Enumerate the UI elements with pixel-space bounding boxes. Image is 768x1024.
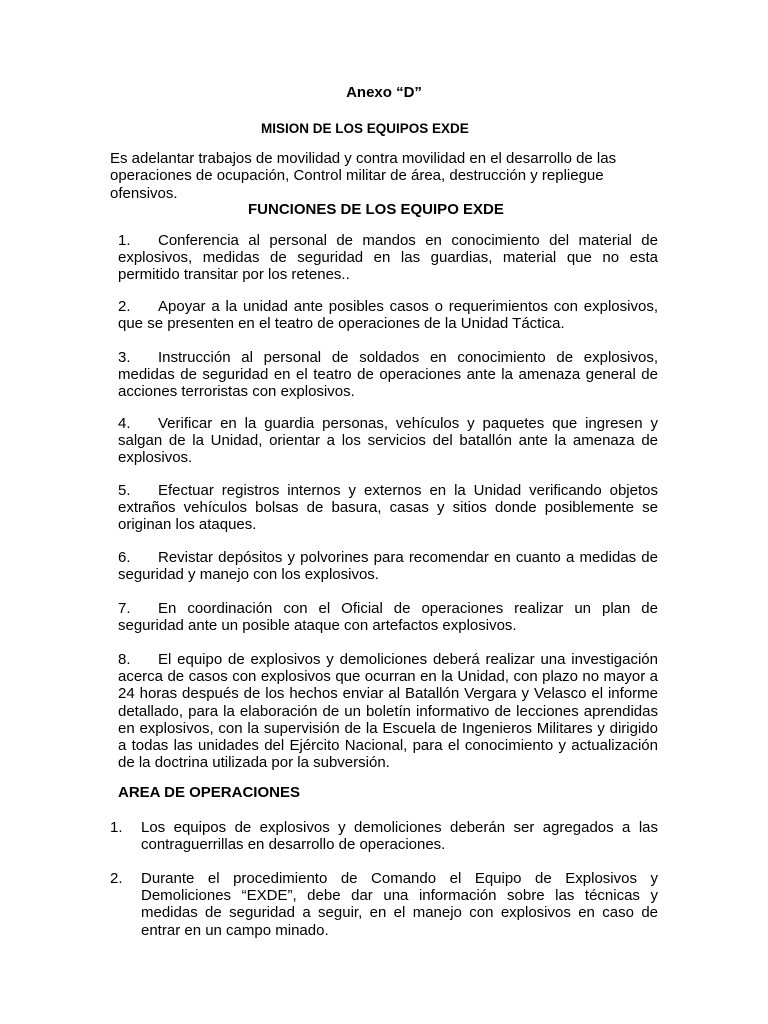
function-item-number: 1. bbox=[118, 232, 131, 249]
function-item-5 bbox=[118, 482, 658, 534]
functions-title: FUNCIONES DE LOS EQUIPO EXDE bbox=[248, 201, 504, 218]
function-item-2 bbox=[118, 298, 658, 332]
area-item-2 bbox=[110, 870, 658, 939]
function-item-number: 8. bbox=[118, 651, 131, 668]
function-item-3 bbox=[118, 349, 658, 401]
mission-text: Es adelantar trabajos de movilidad y contra movilidad en el desarrollo de las operaciones de ocupación, Control militar de área, destrucción y repliegue ofensivos. bbox=[110, 150, 617, 202]
area-item-text: Los equipos de explosivos y demoliciones deberán ser agregados a las contraguerrillas en desarrollo de operaciones. bbox=[141, 819, 658, 854]
area-title: AREA DE OPERACIONES bbox=[118, 784, 300, 801]
area-item-number: 1. bbox=[110, 819, 123, 836]
function-item-number: 4. bbox=[118, 415, 131, 432]
function-item-text: Instrucción al personal de soldados en conocimiento de explosivos, medidas de seguridad en el teatro de operaciones ante la amenaza general de acciones terroristas con explosivos. bbox=[118, 349, 658, 401]
function-item-text: En coordinación con el Oficial de operaciones realizar un plan de seguridad ante un posible ataque con artefactos explosivos. bbox=[118, 600, 658, 635]
function-item-text: Conferencia al personal de mandos en conocimiento del material de explosivos, medidas de seguridad en las guardias, material que no esta permitido transitar por los retenes.. bbox=[118, 232, 658, 284]
annex-title: Anexo “D” bbox=[346, 84, 422, 101]
function-item-1 bbox=[118, 232, 658, 284]
function-item-8 bbox=[118, 651, 658, 771]
function-item-number: 5. bbox=[118, 482, 131, 499]
function-item-text: El equipo de explosivos y demoliciones deberá realizar una investigación acerca de casos con explosivos que ocurran en la Unidad, con plazo no mayor a 24 horas después de los hechos enviar al Batallón Vergara y Velasco el informe detallado, para la elaboración de un boletín informativo de lecciones aprendidas en explosivos, con la supervisión de la Escuela de Ingenieros Militares y dirigido a todas las unidades del Ejército Nacional, para el conocimiento y actualización de la doctrina utilizada por la subversión. bbox=[118, 651, 658, 772]
function-item-number: 6. bbox=[118, 549, 131, 566]
function-item-number: 2. bbox=[118, 298, 131, 315]
function-item-text: Verificar en la guardia personas, vehículos y paquetes que ingresen y salgan de la Unidad, orientar a los servicios del batallón ante la amenaza de explosivos. bbox=[118, 415, 658, 467]
function-item-4 bbox=[118, 415, 658, 467]
function-item-7 bbox=[118, 600, 658, 634]
area-item-1 bbox=[110, 819, 658, 853]
function-item-6 bbox=[118, 549, 658, 583]
area-item-text: Durante el procedimiento de Comando el Equipo de Explosivos y Demoliciones “EXDE”, debe dar una información sobre las técnicas y medidas de seguridad a seguir, en el manejo con explosivos en caso de entrar en un campo minado. bbox=[141, 870, 658, 939]
function-item-text: Efectuar registros internos y externos en la Unidad verificando objetos extraños vehículos bolsas de basura, casas y sitios donde posiblemente se originan los ataques. bbox=[118, 482, 658, 534]
function-item-number: 7. bbox=[118, 600, 131, 617]
function-item-number: 3. bbox=[118, 349, 131, 366]
area-item-number: 2. bbox=[110, 870, 123, 887]
function-item-text: Apoyar a la unidad ante posibles casos o requerimientos con explosivos, que se presenten en el teatro de operaciones de la Unidad Táctica. bbox=[118, 298, 658, 333]
mission-title: MISION DE LOS EQUIPOS EXDE bbox=[261, 121, 469, 136]
function-item-text: Revistar depósitos y polvorines para recomendar en cuanto a medidas de seguridad y manejo con los explosivos. bbox=[118, 549, 658, 584]
